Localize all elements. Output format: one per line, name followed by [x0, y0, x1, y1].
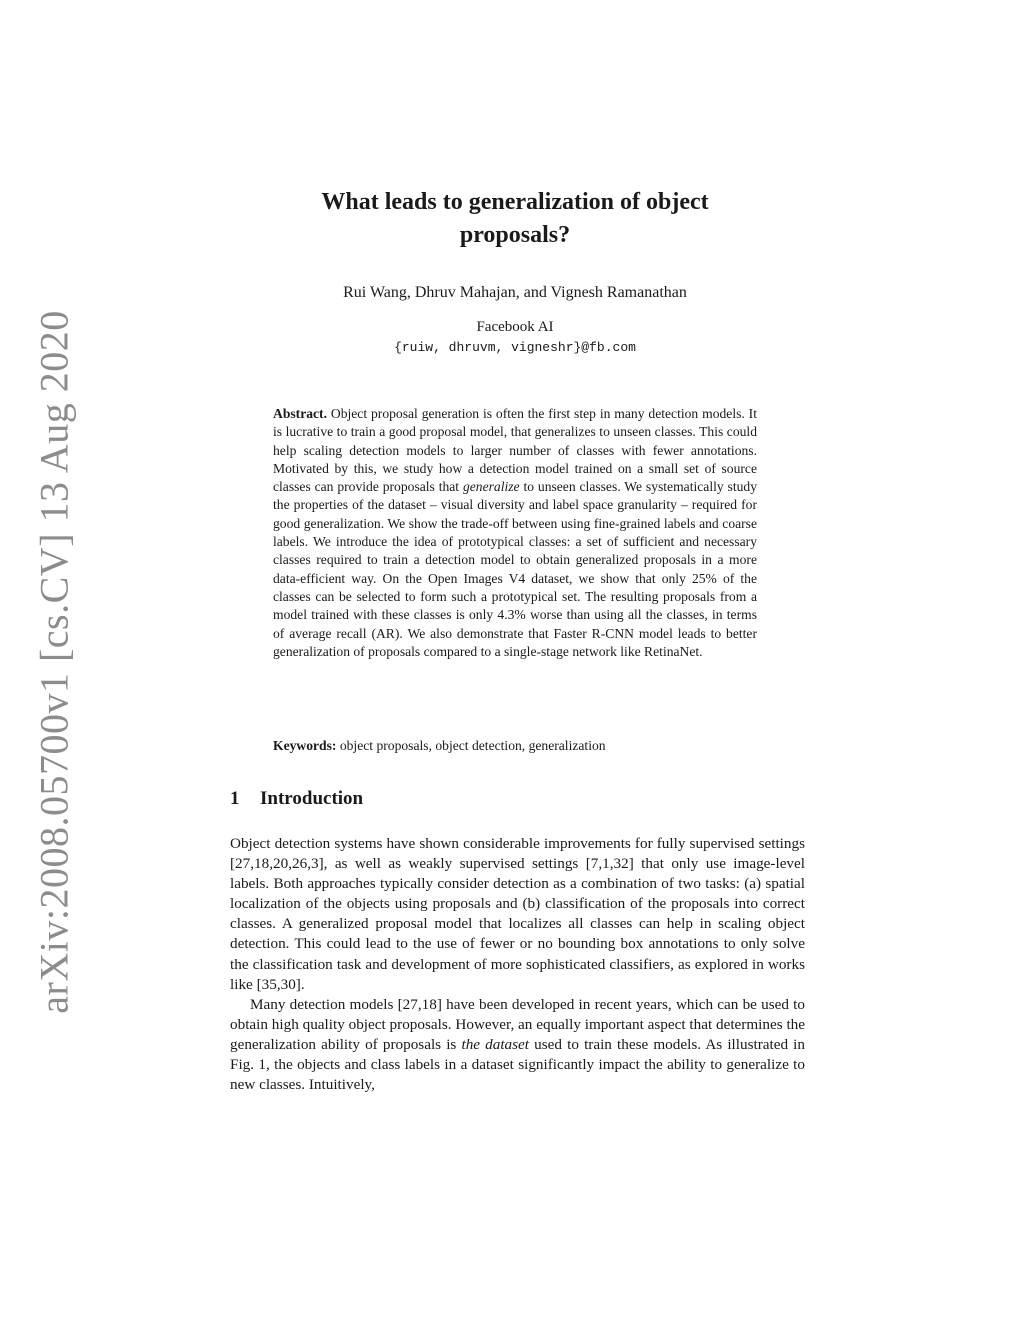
intro-paragraph-2-part-1: Many detection models [27,18] have been developed in recent years, which can be used to obtain high quality object proposals. However, an equally important aspect that determines the generalization ability of proposals is — [230, 995, 805, 1053]
paper-title-line-1: What leads to generalization of object — [321, 189, 709, 215]
intro-paragraph-2-emphasis: the dataset — [461, 1035, 530, 1053]
keywords-label: Keywords: — [273, 738, 337, 753]
abstract-text-part-1: Object proposal generation is often the first step in many detection models. It is lucrative to train a good proposal model, that generalizes to unseen classes. This could help scaling detection models to larger number of classes with fewer annotations. Motivated by this, we study how a detection model trained on a small set of source classes can provide proposals that — [273, 406, 757, 495]
keywords — [273, 737, 757, 755]
author-emails: {ruiw, dhruvm, vigneshr}@fb.com — [394, 340, 636, 355]
intro-paragraph-1: Object detection systems have shown considerable improvements for fully supervised settings [27,18,20,26,3], as well as weakly supervised settings [7,1,32] that only use image-level labels. Both approaches typically consider detection as a combination of two tasks: (a) spatial localization of the objects using proposals and (b) classification of the proposals into correct classes. A generalized proposal model that localizes all classes can help in scaling object detection. This could lead to the use of fewer or no bounding box annotations to only solve the classification task and development of more sophisticated classifiers, as explored in works like [35,30]. — [230, 835, 805, 993]
section-number: 1 — [230, 788, 240, 809]
author-list: Rui Wang, Dhruv Mahajan, and Vignesh Ramanathan — [343, 284, 687, 301]
abstract-text-part-2: to unseen classes. We systematically study the properties of the dataset – visual diversity and label space granularity – required for good generalization. We show the trade-off between using fine-grained labels and coarse labels. We introduce the idea of prototypical classes: a set of sufficient and necessary classes required to train a detection model to obtain generalized proposals in a more data-efficient way. On the Open Images V4 dataset, we show that only 25% of the classes can be selected to form such a prototypical set. The resulting proposals from a model trained with these classes is only 4.3% worse than using all the classes, in terms of average recall (AR). We also demonstrate that Faster R-CNN model leads to better generalization of proposals compared to a single-stage network like RetinaNet. — [273, 479, 757, 659]
abstract — [273, 405, 757, 661]
intro-paragraph-2 — [230, 995, 805, 1095]
abstract-emphasis: generalize — [462, 479, 520, 495]
introduction-body — [230, 834, 805, 1095]
intro-paragraph-2-part-2: used to train these models. As illustrated in Fig. 1, the objects and class labels in a dataset significantly impact the ability to generalize to new classes. Intuitively, — [230, 1035, 805, 1094]
paper-title-line-2: proposals? — [459, 222, 571, 248]
arxiv-identifier-stamp: arXiv:2008.05700v1 [cs.CV] 13 Aug 2020 — [31, 310, 77, 1014]
keywords-text: object proposals, object detection, generalization — [336, 738, 606, 753]
paper-title — [230, 186, 800, 252]
abstract-label: Abstract. — [273, 406, 327, 421]
section-title: Introduction — [260, 788, 364, 809]
affiliation: Facebook AI — [476, 319, 554, 335]
section-heading-introduction — [230, 788, 363, 810]
